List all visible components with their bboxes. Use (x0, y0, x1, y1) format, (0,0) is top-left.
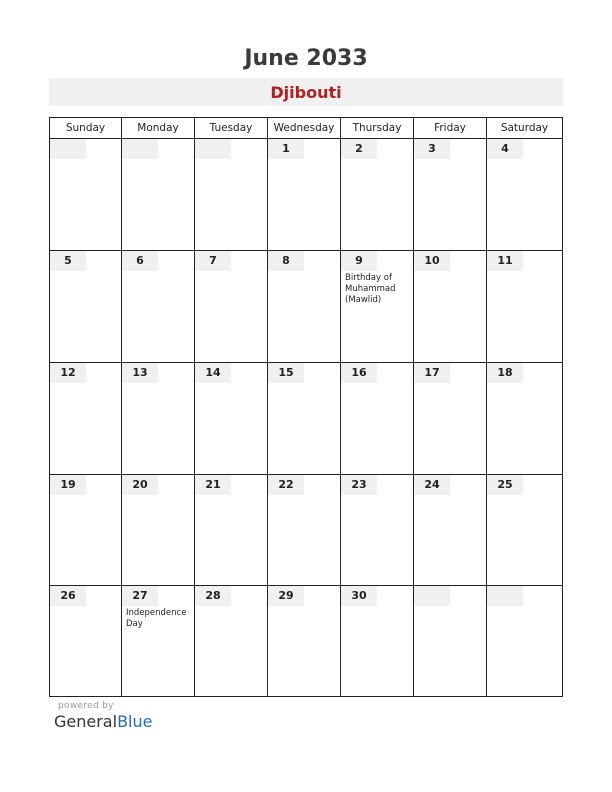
day-number: 25 (497, 478, 513, 491)
day-number-box (414, 139, 450, 159)
day-number: 20 (132, 478, 148, 491)
day-number: 10 (424, 254, 440, 267)
day-cell[interactable] (341, 475, 414, 586)
day-number-box (50, 363, 86, 383)
brand-blue-text: Blue (117, 712, 153, 731)
day-number: 7 (209, 254, 217, 267)
day-number-box (341, 251, 377, 271)
day-cell[interactable] (122, 586, 195, 696)
day-number-box (122, 363, 158, 383)
day-number-box (122, 139, 158, 159)
weekday-header-wednesday: Wednesday (268, 118, 341, 138)
day-cell[interactable] (50, 251, 122, 363)
day-cell[interactable] (50, 139, 122, 251)
day-number: 29 (278, 589, 294, 602)
day-cell[interactable] (268, 586, 341, 696)
day-number: 21 (205, 478, 221, 491)
day-number-box (414, 475, 450, 495)
day-cell[interactable] (487, 586, 562, 696)
day-number-box (268, 139, 304, 159)
day-number-box (195, 363, 231, 383)
day-number: 6 (136, 254, 144, 267)
day-cell[interactable] (414, 586, 487, 696)
day-number: 1 (282, 142, 290, 155)
day-number: 13 (132, 366, 148, 379)
day-number: 5 (64, 254, 72, 267)
holiday-event: Birthday of Muhammad (Mawlid) (345, 273, 396, 305)
day-cell[interactable] (487, 363, 562, 475)
day-number-box (487, 475, 523, 495)
day-number-box (268, 363, 304, 383)
weekday-header-sunday: Sunday (50, 118, 122, 138)
day-number-box (50, 586, 86, 606)
weekday-header-monday: Monday (122, 118, 195, 138)
weekday-header-tuesday: Tuesday (195, 118, 268, 138)
weekday-header-saturday: Saturday (500, 122, 549, 134)
day-cell[interactable] (487, 251, 562, 363)
day-cell[interactable] (268, 139, 341, 251)
day-number: 27 (132, 589, 148, 602)
day-number-box (487, 363, 523, 383)
day-number-box (268, 251, 304, 271)
generalblue-logo[interactable] (54, 712, 152, 731)
holiday-event: Independence Day (126, 608, 187, 629)
powered-by-label: powered by (58, 701, 114, 711)
day-number: 11 (497, 254, 513, 267)
day-cell[interactable] (195, 363, 268, 475)
page-title: June 2033 (244, 46, 368, 71)
day-number: 2 (355, 142, 363, 155)
day-number-box (195, 251, 231, 271)
day-number-box (341, 475, 377, 495)
day-cell[interactable] (195, 475, 268, 586)
day-cell[interactable] (195, 586, 268, 696)
day-number-box (195, 586, 231, 606)
day-number: 28 (205, 589, 221, 602)
day-cell[interactable] (414, 363, 487, 475)
day-number-box (50, 475, 86, 495)
day-number: 23 (351, 478, 367, 491)
day-cell[interactable] (414, 475, 487, 586)
day-cell[interactable] (122, 139, 195, 251)
day-cell[interactable] (341, 363, 414, 475)
day-number: 14 (205, 366, 221, 379)
weekday-header-friday: Friday (414, 118, 487, 138)
day-cell[interactable] (122, 475, 195, 586)
day-number: 26 (60, 589, 76, 602)
day-cell[interactable] (341, 139, 414, 251)
day-cell[interactable] (122, 251, 195, 363)
day-cell[interactable] (50, 475, 122, 586)
day-number-box (50, 139, 86, 159)
day-cell[interactable] (487, 475, 562, 586)
day-cell[interactable] (268, 475, 341, 586)
day-number: 4 (501, 142, 509, 155)
day-number: 16 (351, 366, 367, 379)
day-number-box (341, 363, 377, 383)
day-number-box (487, 251, 523, 271)
country-banner (49, 78, 563, 106)
day-number: 24 (424, 478, 440, 491)
day-number: 15 (278, 366, 294, 379)
day-number-box (50, 251, 86, 271)
day-cell[interactable] (487, 139, 562, 251)
day-number-box (341, 139, 377, 159)
weekday-header-thursday: Thursday (341, 118, 414, 138)
day-number: 17 (424, 366, 440, 379)
day-cell[interactable] (50, 586, 122, 696)
day-cell[interactable] (122, 363, 195, 475)
day-number-box (487, 139, 523, 159)
day-number: 8 (282, 254, 290, 267)
day-number-box (122, 251, 158, 271)
day-number-box (122, 586, 158, 606)
country-name: Djibouti (270, 83, 342, 102)
day-number-box (195, 139, 231, 159)
day-cell[interactable] (195, 251, 268, 363)
day-cell[interactable] (414, 139, 487, 251)
day-cell[interactable] (414, 251, 487, 363)
day-number: 18 (497, 366, 513, 379)
day-number: 19 (60, 478, 76, 491)
brand-general-text: General (54, 712, 118, 731)
day-cell[interactable] (195, 139, 268, 251)
day-number: 30 (351, 589, 367, 602)
day-cell[interactable] (268, 363, 341, 475)
day-cell[interactable] (50, 363, 122, 475)
day-cell[interactable] (341, 586, 414, 696)
day-number-box (414, 363, 450, 383)
weekday-header-row (50, 118, 562, 139)
day-number-box (195, 475, 231, 495)
calendar-grid (49, 117, 563, 697)
day-number: 9 (355, 254, 363, 267)
day-number: 3 (428, 142, 436, 155)
day-number: 12 (60, 366, 76, 379)
day-cell[interactable] (341, 251, 414, 363)
day-number-box (122, 475, 158, 495)
day-cell[interactable] (268, 251, 341, 363)
day-number-box (268, 475, 304, 495)
day-number-box (341, 586, 377, 606)
day-number: 22 (278, 478, 294, 491)
day-number-box (414, 251, 450, 271)
day-number-box (414, 586, 450, 606)
day-number-box (268, 586, 304, 606)
day-number-box (487, 586, 523, 606)
